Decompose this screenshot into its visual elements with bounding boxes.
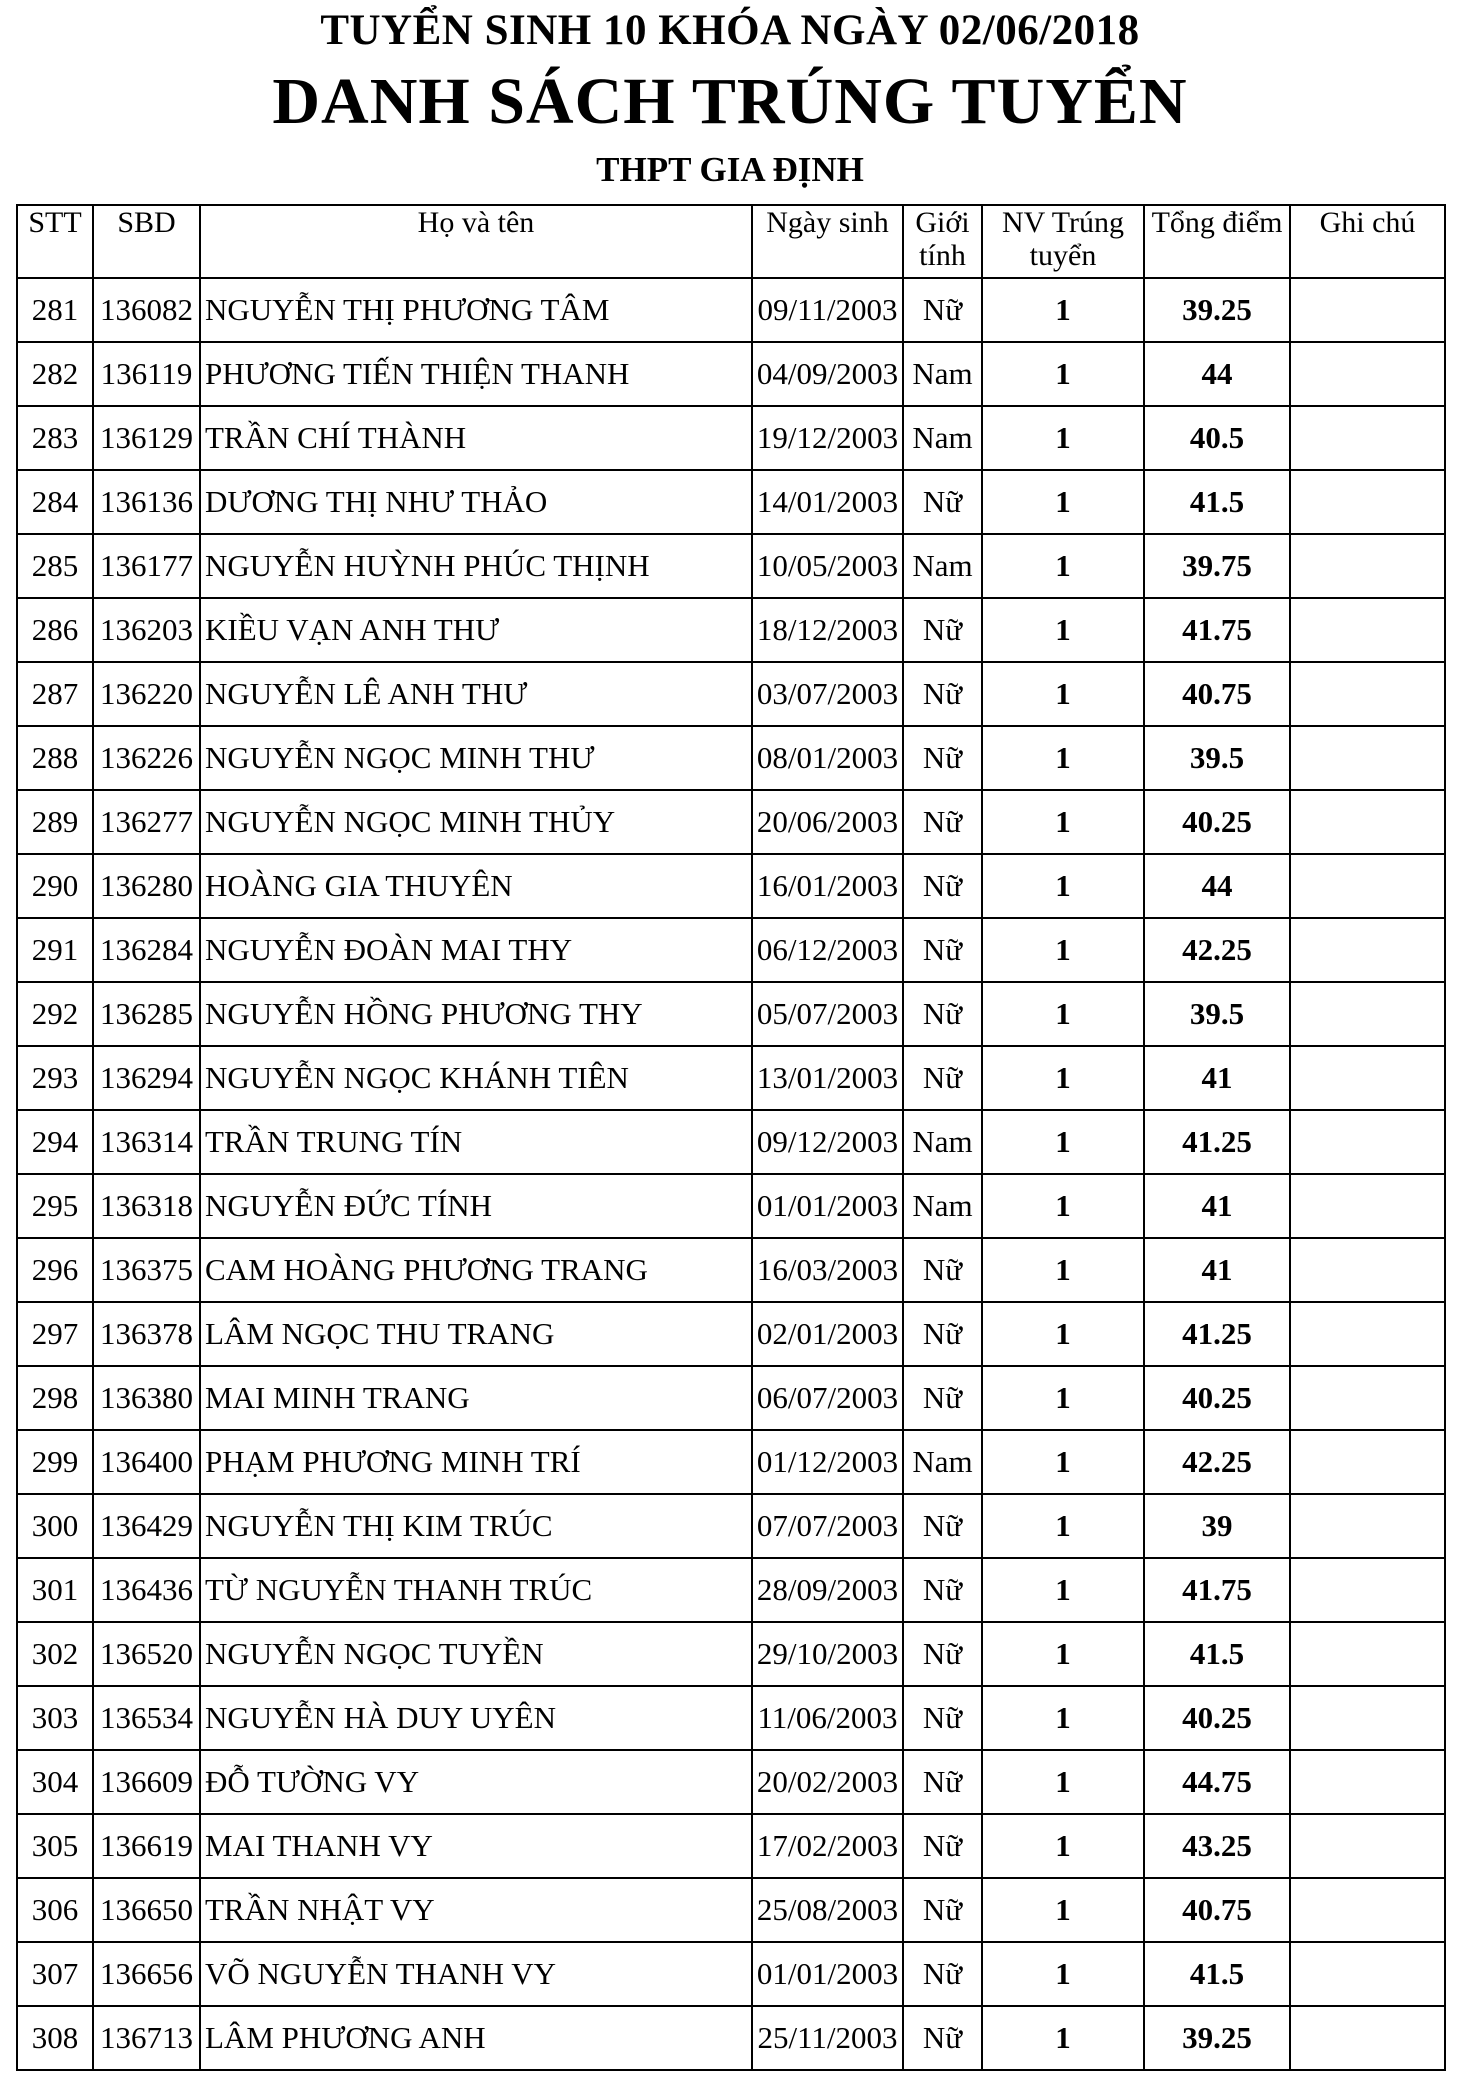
cell-name: VÕ NGUYỄN THANH VY bbox=[200, 1942, 752, 2006]
cell-nv: 1 bbox=[982, 1878, 1144, 1942]
cell-dob: 11/06/2003 bbox=[752, 1686, 903, 1750]
cell-sex: Nữ bbox=[903, 278, 982, 342]
cell-sbd: 136534 bbox=[93, 1686, 200, 1750]
cell-dob: 03/07/2003 bbox=[752, 662, 903, 726]
table-row bbox=[17, 342, 1445, 406]
cell-stt: 295 bbox=[17, 1174, 93, 1238]
cell-sex: Nữ bbox=[903, 1494, 982, 1558]
cell-dob: 06/12/2003 bbox=[752, 918, 903, 982]
table-row bbox=[17, 278, 1445, 342]
cell-sex: Nữ bbox=[903, 982, 982, 1046]
table-row bbox=[17, 1302, 1445, 1366]
table-row bbox=[17, 854, 1445, 918]
cell-name: LÂM PHƯƠNG ANH bbox=[200, 2006, 752, 2070]
cell-stt: 285 bbox=[17, 534, 93, 598]
table-row bbox=[17, 1942, 1445, 2006]
cell-score: 41.5 bbox=[1144, 470, 1290, 534]
table-row bbox=[17, 1238, 1445, 1302]
cell-note bbox=[1290, 1430, 1445, 1494]
cell-nv: 1 bbox=[982, 790, 1144, 854]
cell-sex: Nữ bbox=[903, 1686, 982, 1750]
cell-name: NGUYỄN HUỲNH PHÚC THỊNH bbox=[200, 534, 752, 598]
cell-dob: 09/11/2003 bbox=[752, 278, 903, 342]
cell-score: 40.75 bbox=[1144, 662, 1290, 726]
cell-score: 44.75 bbox=[1144, 1750, 1290, 1814]
table-row bbox=[17, 1622, 1445, 1686]
cell-nv: 1 bbox=[982, 598, 1144, 662]
table-row bbox=[17, 534, 1445, 598]
cell-sbd: 136520 bbox=[93, 1622, 200, 1686]
cell-stt: 288 bbox=[17, 726, 93, 790]
cell-dob: 05/07/2003 bbox=[752, 982, 903, 1046]
cell-sbd: 136380 bbox=[93, 1366, 200, 1430]
cell-score: 41.75 bbox=[1144, 1558, 1290, 1622]
cell-name: NGUYỄN NGỌC MINH THƯ bbox=[200, 726, 752, 790]
cell-sex: Nam bbox=[903, 1174, 982, 1238]
admission-table bbox=[16, 204, 1446, 2071]
cell-dob: 10/05/2003 bbox=[752, 534, 903, 598]
cell-note bbox=[1290, 1110, 1445, 1174]
cell-sex: Nữ bbox=[903, 1750, 982, 1814]
table-row bbox=[17, 1174, 1445, 1238]
col-header-sex bbox=[903, 205, 982, 278]
cell-dob: 01/01/2003 bbox=[752, 1942, 903, 2006]
cell-sbd: 136650 bbox=[93, 1878, 200, 1942]
col-header-dob: Ngày sinh bbox=[752, 205, 903, 278]
cell-sbd: 136129 bbox=[93, 406, 200, 470]
cell-sbd: 136119 bbox=[93, 342, 200, 406]
table-row bbox=[17, 1814, 1445, 1878]
cell-note bbox=[1290, 1750, 1445, 1814]
cell-stt: 304 bbox=[17, 1750, 93, 1814]
cell-dob: 09/12/2003 bbox=[752, 1110, 903, 1174]
cell-name: NGUYỄN NGỌC MINH THỦY bbox=[200, 790, 752, 854]
cell-nv: 1 bbox=[982, 854, 1144, 918]
cell-score: 40.25 bbox=[1144, 1366, 1290, 1430]
table-row bbox=[17, 726, 1445, 790]
cell-dob: 20/02/2003 bbox=[752, 1750, 903, 1814]
cell-name: NGUYỄN ĐỨC TÍNH bbox=[200, 1174, 752, 1238]
table-row bbox=[17, 1750, 1445, 1814]
cell-stt: 284 bbox=[17, 470, 93, 534]
cell-score: 41.75 bbox=[1144, 598, 1290, 662]
cell-sbd: 136226 bbox=[93, 726, 200, 790]
cell-note bbox=[1290, 1174, 1445, 1238]
cell-nv: 1 bbox=[982, 982, 1144, 1046]
cell-sex: Nữ bbox=[903, 662, 982, 726]
cell-score: 39.5 bbox=[1144, 982, 1290, 1046]
cell-stt: 300 bbox=[17, 1494, 93, 1558]
cell-sex: Nam bbox=[903, 534, 982, 598]
cell-stt: 293 bbox=[17, 1046, 93, 1110]
cell-sbd: 136713 bbox=[93, 2006, 200, 2070]
cell-note bbox=[1290, 1814, 1445, 1878]
cell-name: NGUYỄN HÀ DUY UYÊN bbox=[200, 1686, 752, 1750]
cell-sex: Nam bbox=[903, 342, 982, 406]
cell-name: NGUYỄN LÊ ANH THƯ bbox=[200, 662, 752, 726]
table-row bbox=[17, 598, 1445, 662]
table-row bbox=[17, 918, 1445, 982]
cell-sex: Nữ bbox=[903, 1238, 982, 1302]
cell-note bbox=[1290, 1878, 1445, 1942]
cell-sex: Nữ bbox=[903, 2006, 982, 2070]
cell-note bbox=[1290, 662, 1445, 726]
cell-score: 39 bbox=[1144, 1494, 1290, 1558]
table-body bbox=[17, 278, 1445, 2070]
cell-nv: 1 bbox=[982, 1046, 1144, 1110]
cell-nv: 1 bbox=[982, 1814, 1144, 1878]
cell-score: 40.25 bbox=[1144, 1686, 1290, 1750]
cell-score: 41.5 bbox=[1144, 1622, 1290, 1686]
cell-stt: 291 bbox=[17, 918, 93, 982]
cell-sex: Nữ bbox=[903, 1046, 982, 1110]
cell-score: 41 bbox=[1144, 1238, 1290, 1302]
cell-dob: 19/12/2003 bbox=[752, 406, 903, 470]
cell-dob: 04/09/2003 bbox=[752, 342, 903, 406]
cell-nv: 1 bbox=[982, 918, 1144, 982]
cell-score: 42.25 bbox=[1144, 918, 1290, 982]
cell-stt: 298 bbox=[17, 1366, 93, 1430]
cell-sbd: 136429 bbox=[93, 1494, 200, 1558]
cell-nv: 1 bbox=[982, 662, 1144, 726]
cell-dob: 08/01/2003 bbox=[752, 726, 903, 790]
col-header-stt: STT bbox=[17, 205, 93, 278]
cell-score: 39.5 bbox=[1144, 726, 1290, 790]
cell-note bbox=[1290, 1558, 1445, 1622]
cell-dob: 14/01/2003 bbox=[752, 470, 903, 534]
cell-name: PHẠM PHƯƠNG MINH TRÍ bbox=[200, 1430, 752, 1494]
cell-stt: 307 bbox=[17, 1942, 93, 2006]
cell-score: 40.25 bbox=[1144, 790, 1290, 854]
cell-sex: Nữ bbox=[903, 790, 982, 854]
cell-name: NGUYỄN THỊ KIM TRÚC bbox=[200, 1494, 752, 1558]
cell-nv: 1 bbox=[982, 1366, 1144, 1430]
cell-sbd: 136619 bbox=[93, 1814, 200, 1878]
cell-sbd: 136656 bbox=[93, 1942, 200, 2006]
cell-note bbox=[1290, 790, 1445, 854]
cell-dob: 29/10/2003 bbox=[752, 1622, 903, 1686]
cell-stt: 308 bbox=[17, 2006, 93, 2070]
cell-name: TRẦN NHẬT VY bbox=[200, 1878, 752, 1942]
cell-name: TRẦN CHÍ THÀNH bbox=[200, 406, 752, 470]
cell-sex: Nữ bbox=[903, 918, 982, 982]
cell-dob: 25/11/2003 bbox=[752, 2006, 903, 2070]
cell-sbd: 136314 bbox=[93, 1110, 200, 1174]
table-row bbox=[17, 1430, 1445, 1494]
cell-score: 42.25 bbox=[1144, 1430, 1290, 1494]
cell-stt: 302 bbox=[17, 1622, 93, 1686]
cell-sbd: 136400 bbox=[93, 1430, 200, 1494]
cell-score: 41 bbox=[1144, 1174, 1290, 1238]
cell-nv: 1 bbox=[982, 726, 1144, 790]
col-header-nv-line1: NV Trúng bbox=[1001, 206, 1124, 239]
cell-nv: 1 bbox=[982, 470, 1144, 534]
cell-sbd: 136177 bbox=[93, 534, 200, 598]
cell-sex: Nam bbox=[903, 1110, 982, 1174]
cell-dob: 13/01/2003 bbox=[752, 1046, 903, 1110]
cell-stt: 282 bbox=[17, 342, 93, 406]
table-row bbox=[17, 1046, 1445, 1110]
cell-note bbox=[1290, 1942, 1445, 2006]
cell-note bbox=[1290, 1494, 1445, 1558]
cell-sbd: 136285 bbox=[93, 982, 200, 1046]
cell-sbd: 136284 bbox=[93, 918, 200, 982]
cell-stt: 286 bbox=[17, 598, 93, 662]
cell-sex: Nữ bbox=[903, 470, 982, 534]
cell-stt: 281 bbox=[17, 278, 93, 342]
cell-name: HOÀNG GIA THUYÊN bbox=[200, 854, 752, 918]
cell-sbd: 136280 bbox=[93, 854, 200, 918]
cell-sbd: 136136 bbox=[93, 470, 200, 534]
cell-note bbox=[1290, 1238, 1445, 1302]
cell-note bbox=[1290, 1366, 1445, 1430]
cell-note bbox=[1290, 1046, 1445, 1110]
cell-sbd: 136378 bbox=[93, 1302, 200, 1366]
cell-sbd: 136609 bbox=[93, 1750, 200, 1814]
cell-score: 44 bbox=[1144, 342, 1290, 406]
cell-name: LÂM NGỌC THU TRANG bbox=[200, 1302, 752, 1366]
cell-dob: 17/02/2003 bbox=[752, 1814, 903, 1878]
cell-name: NGUYỄN ĐOÀN MAI THY bbox=[200, 918, 752, 982]
cell-sex: Nữ bbox=[903, 1622, 982, 1686]
col-header-score: Tổng điểm bbox=[1144, 205, 1290, 278]
cell-note bbox=[1290, 1302, 1445, 1366]
cell-score: 40.5 bbox=[1144, 406, 1290, 470]
cell-dob: 20/06/2003 bbox=[752, 790, 903, 854]
cell-stt: 301 bbox=[17, 1558, 93, 1622]
cell-note bbox=[1290, 918, 1445, 982]
cell-stt: 306 bbox=[17, 1878, 93, 1942]
cell-name: KIỀU VẠN ANH THƯ bbox=[200, 598, 752, 662]
cell-name: DƯƠNG THỊ NHƯ THẢO bbox=[200, 470, 752, 534]
table-header-row bbox=[17, 205, 1445, 278]
cell-dob: 01/01/2003 bbox=[752, 1174, 903, 1238]
cell-note bbox=[1290, 982, 1445, 1046]
table-row bbox=[17, 662, 1445, 726]
cell-nv: 1 bbox=[982, 1686, 1144, 1750]
cell-dob: 25/08/2003 bbox=[752, 1878, 903, 1942]
cell-dob: 28/09/2003 bbox=[752, 1558, 903, 1622]
cell-stt: 283 bbox=[17, 406, 93, 470]
cell-stt: 287 bbox=[17, 662, 93, 726]
cell-sbd: 136277 bbox=[93, 790, 200, 854]
cell-sbd: 136375 bbox=[93, 1238, 200, 1302]
col-header-nv bbox=[982, 205, 1144, 278]
col-header-name: Họ và tên bbox=[200, 205, 752, 278]
cell-nv: 1 bbox=[982, 1430, 1144, 1494]
cell-nv: 1 bbox=[982, 406, 1144, 470]
cell-sex: Nam bbox=[903, 406, 982, 470]
col-header-note: Ghi chú bbox=[1290, 205, 1445, 278]
cell-dob: 01/12/2003 bbox=[752, 1430, 903, 1494]
cell-nv: 1 bbox=[982, 1110, 1144, 1174]
cell-note bbox=[1290, 598, 1445, 662]
cell-name: NGUYỄN NGỌC TUYỀN bbox=[200, 1622, 752, 1686]
cell-score: 39.25 bbox=[1144, 278, 1290, 342]
cell-nv: 1 bbox=[982, 1942, 1144, 2006]
cell-name: TỪ NGUYỄN THANH TRÚC bbox=[200, 1558, 752, 1622]
cell-note bbox=[1290, 534, 1445, 598]
cell-note bbox=[1290, 342, 1445, 406]
list-title: DANH SÁCH TRÚNG TUYỂN bbox=[272, 65, 1188, 138]
cell-stt: 305 bbox=[17, 1814, 93, 1878]
cell-name: NGUYỄN NGỌC KHÁNH TIÊN bbox=[200, 1046, 752, 1110]
table-row bbox=[17, 1110, 1445, 1174]
cell-stt: 289 bbox=[17, 790, 93, 854]
cell-dob: 16/01/2003 bbox=[752, 854, 903, 918]
cell-stt: 303 bbox=[17, 1686, 93, 1750]
school-name: THPT GIA ĐỊNH bbox=[596, 150, 864, 189]
cell-score: 41.25 bbox=[1144, 1302, 1290, 1366]
cell-score: 41 bbox=[1144, 1046, 1290, 1110]
cell-score: 39.25 bbox=[1144, 2006, 1290, 2070]
cell-dob: 07/07/2003 bbox=[752, 1494, 903, 1558]
table-row bbox=[17, 1878, 1445, 1942]
cell-nv: 1 bbox=[982, 1750, 1144, 1814]
table-row bbox=[17, 790, 1445, 854]
cell-note bbox=[1290, 1686, 1445, 1750]
cell-dob: 16/03/2003 bbox=[752, 1238, 903, 1302]
cell-sex: Nữ bbox=[903, 854, 982, 918]
cell-stt: 296 bbox=[17, 1238, 93, 1302]
col-header-sex-line1: Giới bbox=[915, 206, 970, 239]
cell-score: 44 bbox=[1144, 854, 1290, 918]
cell-name: MAI MINH TRANG bbox=[200, 1366, 752, 1430]
cell-nv: 1 bbox=[982, 1238, 1144, 1302]
cell-note bbox=[1290, 726, 1445, 790]
col-header-nv-line2: tuyển bbox=[1029, 239, 1097, 272]
cell-nv: 1 bbox=[982, 534, 1144, 598]
table-row bbox=[17, 1558, 1445, 1622]
cell-stt: 299 bbox=[17, 1430, 93, 1494]
cell-sex: Nữ bbox=[903, 1942, 982, 2006]
cell-sex: Nữ bbox=[903, 726, 982, 790]
cell-sex: Nữ bbox=[903, 598, 982, 662]
cell-name: TRẦN TRUNG TÍN bbox=[200, 1110, 752, 1174]
cell-sex: Nữ bbox=[903, 1878, 982, 1942]
cell-nv: 1 bbox=[982, 278, 1144, 342]
cell-score: 41.25 bbox=[1144, 1110, 1290, 1174]
table-row bbox=[17, 982, 1445, 1046]
cell-name: CAM HOÀNG PHƯƠNG TRANG bbox=[200, 1238, 752, 1302]
cell-score: 43.25 bbox=[1144, 1814, 1290, 1878]
cell-sbd: 136203 bbox=[93, 598, 200, 662]
cell-sex: Nữ bbox=[903, 1302, 982, 1366]
cell-sex: Nữ bbox=[903, 1366, 982, 1430]
table-row bbox=[17, 470, 1445, 534]
cell-dob: 02/01/2003 bbox=[752, 1302, 903, 1366]
cell-sbd: 136082 bbox=[93, 278, 200, 342]
cell-nv: 1 bbox=[982, 1174, 1144, 1238]
cell-note bbox=[1290, 278, 1445, 342]
table-row bbox=[17, 2006, 1445, 2070]
cell-score: 40.75 bbox=[1144, 1878, 1290, 1942]
cell-name: ĐỖ TƯỜNG VY bbox=[200, 1750, 752, 1814]
cell-stt: 297 bbox=[17, 1302, 93, 1366]
cell-sbd: 136294 bbox=[93, 1046, 200, 1110]
cell-note bbox=[1290, 406, 1445, 470]
cell-stt: 290 bbox=[17, 854, 93, 918]
table-row bbox=[17, 1494, 1445, 1558]
col-header-sex-line2: tính bbox=[919, 239, 966, 272]
cell-name: MAI THANH VY bbox=[200, 1814, 752, 1878]
table-row bbox=[17, 406, 1445, 470]
cell-sex: Nữ bbox=[903, 1558, 982, 1622]
cell-dob: 06/07/2003 bbox=[752, 1366, 903, 1430]
col-header-sbd: SBD bbox=[93, 205, 200, 278]
cell-sbd: 136436 bbox=[93, 1558, 200, 1622]
cell-note bbox=[1290, 470, 1445, 534]
cell-stt: 294 bbox=[17, 1110, 93, 1174]
cell-nv: 1 bbox=[982, 1494, 1144, 1558]
cell-nv: 1 bbox=[982, 342, 1144, 406]
cell-nv: 1 bbox=[982, 1302, 1144, 1366]
cell-score: 39.75 bbox=[1144, 534, 1290, 598]
cell-sbd: 136220 bbox=[93, 662, 200, 726]
cell-sbd: 136318 bbox=[93, 1174, 200, 1238]
cell-note bbox=[1290, 1622, 1445, 1686]
cell-name: NGUYỄN THỊ PHƯƠNG TÂM bbox=[200, 278, 752, 342]
table-row bbox=[17, 1686, 1445, 1750]
cell-nv: 1 bbox=[982, 1622, 1144, 1686]
cell-note bbox=[1290, 2006, 1445, 2070]
table-row bbox=[17, 1366, 1445, 1430]
cell-sex: Nữ bbox=[903, 1814, 982, 1878]
cell-score: 41.5 bbox=[1144, 1942, 1290, 2006]
cell-nv: 1 bbox=[982, 1558, 1144, 1622]
cell-nv: 1 bbox=[982, 2006, 1144, 2070]
cell-stt: 292 bbox=[17, 982, 93, 1046]
cell-sex: Nam bbox=[903, 1430, 982, 1494]
cell-name: NGUYỄN HỒNG PHƯƠNG THY bbox=[200, 982, 752, 1046]
exam-title: TUYỂN SINH 10 KHÓA NGÀY 02/06/2018 bbox=[320, 7, 1140, 54]
cell-dob: 18/12/2003 bbox=[752, 598, 903, 662]
cell-name: PHƯƠNG TIẾN THIỆN THANH bbox=[200, 342, 752, 406]
cell-note bbox=[1290, 854, 1445, 918]
